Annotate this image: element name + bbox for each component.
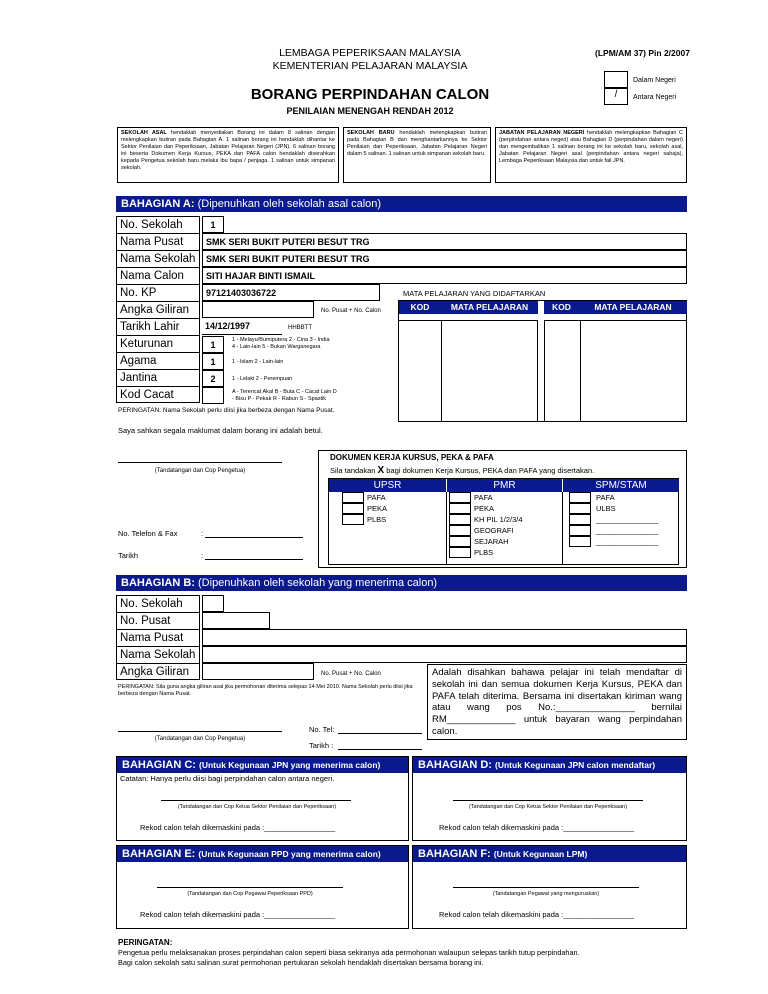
signature-label-a: (Tandatangan dan Cop Pengetua) xyxy=(154,468,246,474)
no-sekolah-field[interactable]: 1 xyxy=(202,216,224,233)
b-label-nama-sekolah: Nama Sekolah xyxy=(116,646,200,663)
footer-title: PERINGATAN: xyxy=(118,938,173,947)
upsr-items: PAFA PEKA PLBS xyxy=(367,493,388,524)
jantina-note: 1 - Lelaki 2 - Perempuan xyxy=(232,376,293,382)
agama-field[interactable]: 1 xyxy=(202,353,224,370)
pmr-items: PAFA PEKA KH PIL 1/2/3/4 GEOGRAFI SEJARAH PLBS xyxy=(474,493,523,557)
telefon-label: No. Telefon & Fax xyxy=(118,529,178,538)
nama-sekolah-field[interactable]: SMK SERI BUKIT PUTERI BESUT TRG xyxy=(202,250,687,267)
bahagian-e-box xyxy=(116,845,409,929)
b-angka-giliran-note: No. Pusat + No. Calon xyxy=(321,671,381,677)
bahagian-e-header: BAHAGIAN E: (Untuk Kegunaan PPD yang menerima calon) xyxy=(117,846,408,862)
pmr-sejarah-checkbox[interactable] xyxy=(449,536,471,547)
label-nama-calon: Nama Calon xyxy=(116,267,200,284)
footer-line2: Bagi calon sekolah satu salinan surat permohonan pertukaran sekolah hendaklah disertakan bersama borang ini. xyxy=(118,958,484,967)
label-jantina: Jantina xyxy=(116,369,200,386)
telefon-colon: : xyxy=(201,529,204,538)
tarikh-field-b[interactable] xyxy=(338,749,422,750)
b-label-no-sekolah: No. Sekolah xyxy=(116,595,200,612)
mp-right-grid[interactable] xyxy=(544,320,687,422)
signature-label-f: (Tandatangan Pegawai yang menguruskan) xyxy=(492,891,600,897)
no-tel-field-b[interactable] xyxy=(338,733,422,734)
keturunan-field[interactable]: 1 xyxy=(202,336,224,353)
mata-pelajaran-title: MATA PELAJARAN YANG DIDAFTARKAN xyxy=(403,289,546,298)
pmr-khpil-checkbox[interactable] xyxy=(449,514,471,525)
no-kp-field[interactable]: 97121403036722 xyxy=(202,284,380,301)
jantina-field[interactable]: 2 xyxy=(202,370,224,387)
spm-other1-checkbox[interactable] xyxy=(569,514,591,525)
sahkan-text: Saya sahkan segala maklumat dalam borang ini adalah betul. xyxy=(118,426,323,435)
tarikh-field-a[interactable] xyxy=(205,559,303,560)
spm-other2-checkbox[interactable] xyxy=(569,525,591,536)
upsr-plbs-checkbox[interactable] xyxy=(342,514,364,525)
pmr-header: PMR xyxy=(446,479,562,492)
angka-giliran-note: No. Pusat + No. Calon xyxy=(321,308,381,314)
bahagian-f-box xyxy=(412,845,687,929)
rekod-c: Rekod calon telah dikemaskini pada :_________________ xyxy=(140,823,336,832)
label-kod-cacat: Kod Cacat xyxy=(116,386,200,403)
footer-line1: Pengetua perlu melaksanakan proses perpindahan calon seperti biasa sekiranya ada permohonan walaupun selepas tarikh tutup perpindahan. xyxy=(118,948,580,957)
pengesahan-box xyxy=(427,664,687,740)
b-nama-pusat-field[interactable] xyxy=(202,629,687,646)
bahagian-c-header: BAHAGIAN C: (Untuk Kegunaan JPN yang menerima calon) xyxy=(117,757,408,773)
bahagian-c-box xyxy=(116,756,409,841)
agency-name: LEMBAGA PEPERIKSAAN MALAYSIA xyxy=(279,47,461,59)
bahagian-b-labels xyxy=(116,595,200,680)
bahagian-a-labels xyxy=(116,216,200,403)
b-label-angka-giliran: Angka Giliran xyxy=(116,663,200,680)
tarikh-label-b: Tarikh : xyxy=(309,741,334,750)
dokumen-instruction: Sila tandakan X bagi dokumen Kerja Kursus, PEKA dan PAFA yang disertakan. xyxy=(330,465,595,476)
hhbbtt-note: HHBBTT xyxy=(288,325,312,331)
signature-line-c[interactable] xyxy=(161,800,351,801)
antara-negeri-label: Antara Negeri xyxy=(633,94,677,101)
note-sekolah-baru: SEKOLAH BARU hendaklah melengkapkan butiran pada Bahagian B dan menghantarkannya ke Sektor Penilaian dan Peperiksaan, Jabatan Pelajaran Negeri dalam 5 salinan. 1 salinan untuk simpanan sekolah baru. xyxy=(343,127,491,183)
signature-label-b: (Tandatangan dan Cop Pengetua) xyxy=(154,736,246,742)
bahagian-d-box xyxy=(412,756,687,841)
upsr-header: UPSR xyxy=(329,479,446,492)
kod-header-2: KOD xyxy=(544,301,579,314)
b-label-nama-pusat: Nama Pusat xyxy=(116,629,200,646)
b-no-sekolah-field[interactable] xyxy=(202,595,224,612)
signature-label-e: (Tandatangan dan Cop Pegawai Peperiksaan PPD) xyxy=(187,891,313,897)
label-nama-sekolah: Nama Sekolah xyxy=(116,250,200,267)
footer-notes xyxy=(118,938,688,968)
bahagian-b-header: BAHAGIAN B: (Dipenuhkan oleh sekolah yang menerima calon) xyxy=(116,575,687,591)
dalam-negeri-label: Dalam Negeri xyxy=(633,77,676,84)
spm-items: PAFA ULBS _______________ _______________ _______________ xyxy=(596,493,659,546)
no-tel-label-b: No. Tel: xyxy=(309,725,335,734)
bahagian-a-header: BAHAGIAN A: (Dipenuhkan oleh sekolah asal calon) xyxy=(116,196,687,212)
signature-line-a[interactable] xyxy=(118,462,282,463)
upsr-peka-checkbox[interactable] xyxy=(342,503,364,514)
label-no-kp: No. KP xyxy=(116,284,200,301)
mp-header: MATA PELAJARAN xyxy=(441,301,538,314)
dalam-negeri-checkbox[interactable] xyxy=(604,71,628,88)
kod-header: KOD xyxy=(399,301,441,314)
spm-ulbs-checkbox[interactable] xyxy=(569,503,591,514)
rekod-d: Rekod calon telah dikemaskini pada :_________________ xyxy=(439,823,635,832)
nama-pusat-field[interactable]: SMK SERI BUKIT PUTERI BESUT TRG xyxy=(202,233,687,250)
mp-header-2: MATA PELAJARAN xyxy=(579,301,687,314)
mp-left-grid[interactable] xyxy=(399,320,538,422)
tarikh-colon-a: : xyxy=(201,551,204,560)
label-tarikh-lahir: Tarikh Lahir xyxy=(116,318,200,335)
kod-cacat-note: A - Terencat Akal B - Buta C - Cacat Lain D - Bisu P - Pekak R - Rabun S - Spastik xyxy=(232,389,337,402)
label-nama-pusat: Nama Pusat xyxy=(116,233,200,250)
rekod-f: Rekod calon telah dikemaskini pada :_________________ xyxy=(439,910,635,919)
rekod-e: Rekod calon telah dikemaskini pada :_________________ xyxy=(140,910,336,919)
nama-calon-field[interactable]: SITI HAJAR BINTI ISMAIL xyxy=(202,267,687,284)
dokumen-title: DOKUMEN KERJA KURSUS, PEKA & PAFA xyxy=(330,453,494,462)
peringatan-b: PERINGATAN: Sila guna angka giliran asal jika permohonan diterima selepas 14 Mei 2010. Nama Sekolah perlu diisi jika berbeza dengan Nama Pusat. xyxy=(118,684,413,697)
mata-pelajaran-table xyxy=(398,300,687,422)
signature-line-e[interactable] xyxy=(157,887,343,888)
pmr-peka-checkbox[interactable] xyxy=(449,503,471,514)
signature-line-f[interactable] xyxy=(453,887,639,888)
label-keturunan: Keturunan xyxy=(116,335,200,352)
bahagian-d-header: BAHAGIAN D: (Untuk Kegunaan JPN calon mendaftar) xyxy=(413,757,686,773)
note-sekolah-asal: SEKOLAH ASAL hendaklah menyediakan Borang ini dalam 8 salinan dengan melengkapkan butiran pada Bahagian A. 1 salinan borang ini hendaklah dihantar ke Sektor Penilaian dan Peperiksaan, Jabatan Pelajaran Negeri (JPN). 6 salinan borang ini beserta Dokumen Kerja Kursus, PEKA dan PAFA calon hendaklah diserahkan kepada Pengetua sekolah baru melalui ibu bapa / penjaga. 1 salinan untuk simpanan sekolah. xyxy=(117,127,339,183)
signature-label-d: (Tandatangan dan Cop Ketua Sektor Penilaian dan Peperiksaan) xyxy=(468,804,628,810)
spm-pafa-checkbox[interactable] xyxy=(569,492,591,503)
pengesahan-text: Adalah disahkan bahawa pelajar ini telah mendaftar di sekolah ini dan semua dokumen Kerja Kursus, PEKA dan PAFA telah diterima. Bersama ini disertakan kiriman wang atau wang pos No.:_______________ bernilai RM_____________ untuk bayaran wang perpindahan calon. xyxy=(432,667,682,737)
signature-line-b[interactable] xyxy=(118,731,282,732)
tarikh-label-a: Tarikh xyxy=(118,551,139,560)
form-title: BORANG PERPINDAHAN CALON xyxy=(250,86,490,103)
b-no-pusat-field[interactable] xyxy=(202,612,270,629)
catatan-c: Catatan: Hanya perlu diisi bagi perpindahan calon antara negeri. xyxy=(120,774,335,783)
tarikh-lahir-field[interactable]: 14/12/1997 xyxy=(202,318,282,335)
pmr-pafa-checkbox[interactable] xyxy=(449,492,471,503)
signature-line-d[interactable] xyxy=(453,800,643,801)
b-nama-sekolah-field[interactable] xyxy=(202,646,687,663)
keturunan-note: 1 - Melayu/Bumiputera 2 - Cina 3 - India 4 - Lain-lain 5 - Bukan Warganegara xyxy=(232,337,330,350)
spm-header: SPM/STAM xyxy=(562,479,679,492)
antara-negeri-checkbox[interactable]: / xyxy=(604,88,628,105)
angka-giliran-field[interactable] xyxy=(202,301,314,318)
pmr-geografi-checkbox[interactable] xyxy=(449,525,471,536)
form-subtitle: PENILAIAN MENENGAH RENDAH 2012 xyxy=(286,106,454,116)
b-angka-giliran-field[interactable] xyxy=(202,663,314,680)
b-label-no-pusat: No. Pusat xyxy=(116,612,200,629)
note-jpn: JABATAN PELAJARAN NEGERI hendaklah melengkapkan Bahagian C (perpindahan antara negeri) atau Bahagian D (perpindahan dalam negeri) dan mengembalikan 1 salinan borang ini ke sekolah baru, sekolah asal, Jabatan Pelajaran Negeri asal (perpindahan antara negeri sahaja), Lembaga Peperiksaan Malaysia dan untuk fail JPN. xyxy=(495,127,687,183)
kod-cacat-field[interactable] xyxy=(202,387,224,404)
form-code: (LPM/AM 37) Pin 2/2007 xyxy=(595,48,690,58)
agama-note: 1 - Islam 2 - Lain-lain xyxy=(232,359,284,365)
ministry-name: KEMENTERIAN PELAJARAN MALAYSIA xyxy=(272,60,468,72)
upsr-pafa-checkbox[interactable] xyxy=(342,492,364,503)
label-angka-giliran: Angka Giliran xyxy=(116,301,200,318)
bahagian-f-header: BAHAGIAN F: (Untuk Kegunaan LPM) xyxy=(413,846,686,862)
label-no-sekolah: No. Sekolah xyxy=(116,216,200,233)
peringatan-a: PERINGATAN: Nama Sekolah perlu diisi jika berbeza dengan Nama Pusat. xyxy=(118,407,335,414)
pmr-plbs-checkbox[interactable] xyxy=(449,547,471,558)
spm-other3-checkbox[interactable] xyxy=(569,536,591,547)
signature-label-c: (Tandatangan dan Cop Ketua Sektor Penilaian dan Peperiksaan) xyxy=(177,804,337,810)
telefon-field[interactable] xyxy=(205,537,303,538)
label-agama: Agama xyxy=(116,352,200,369)
